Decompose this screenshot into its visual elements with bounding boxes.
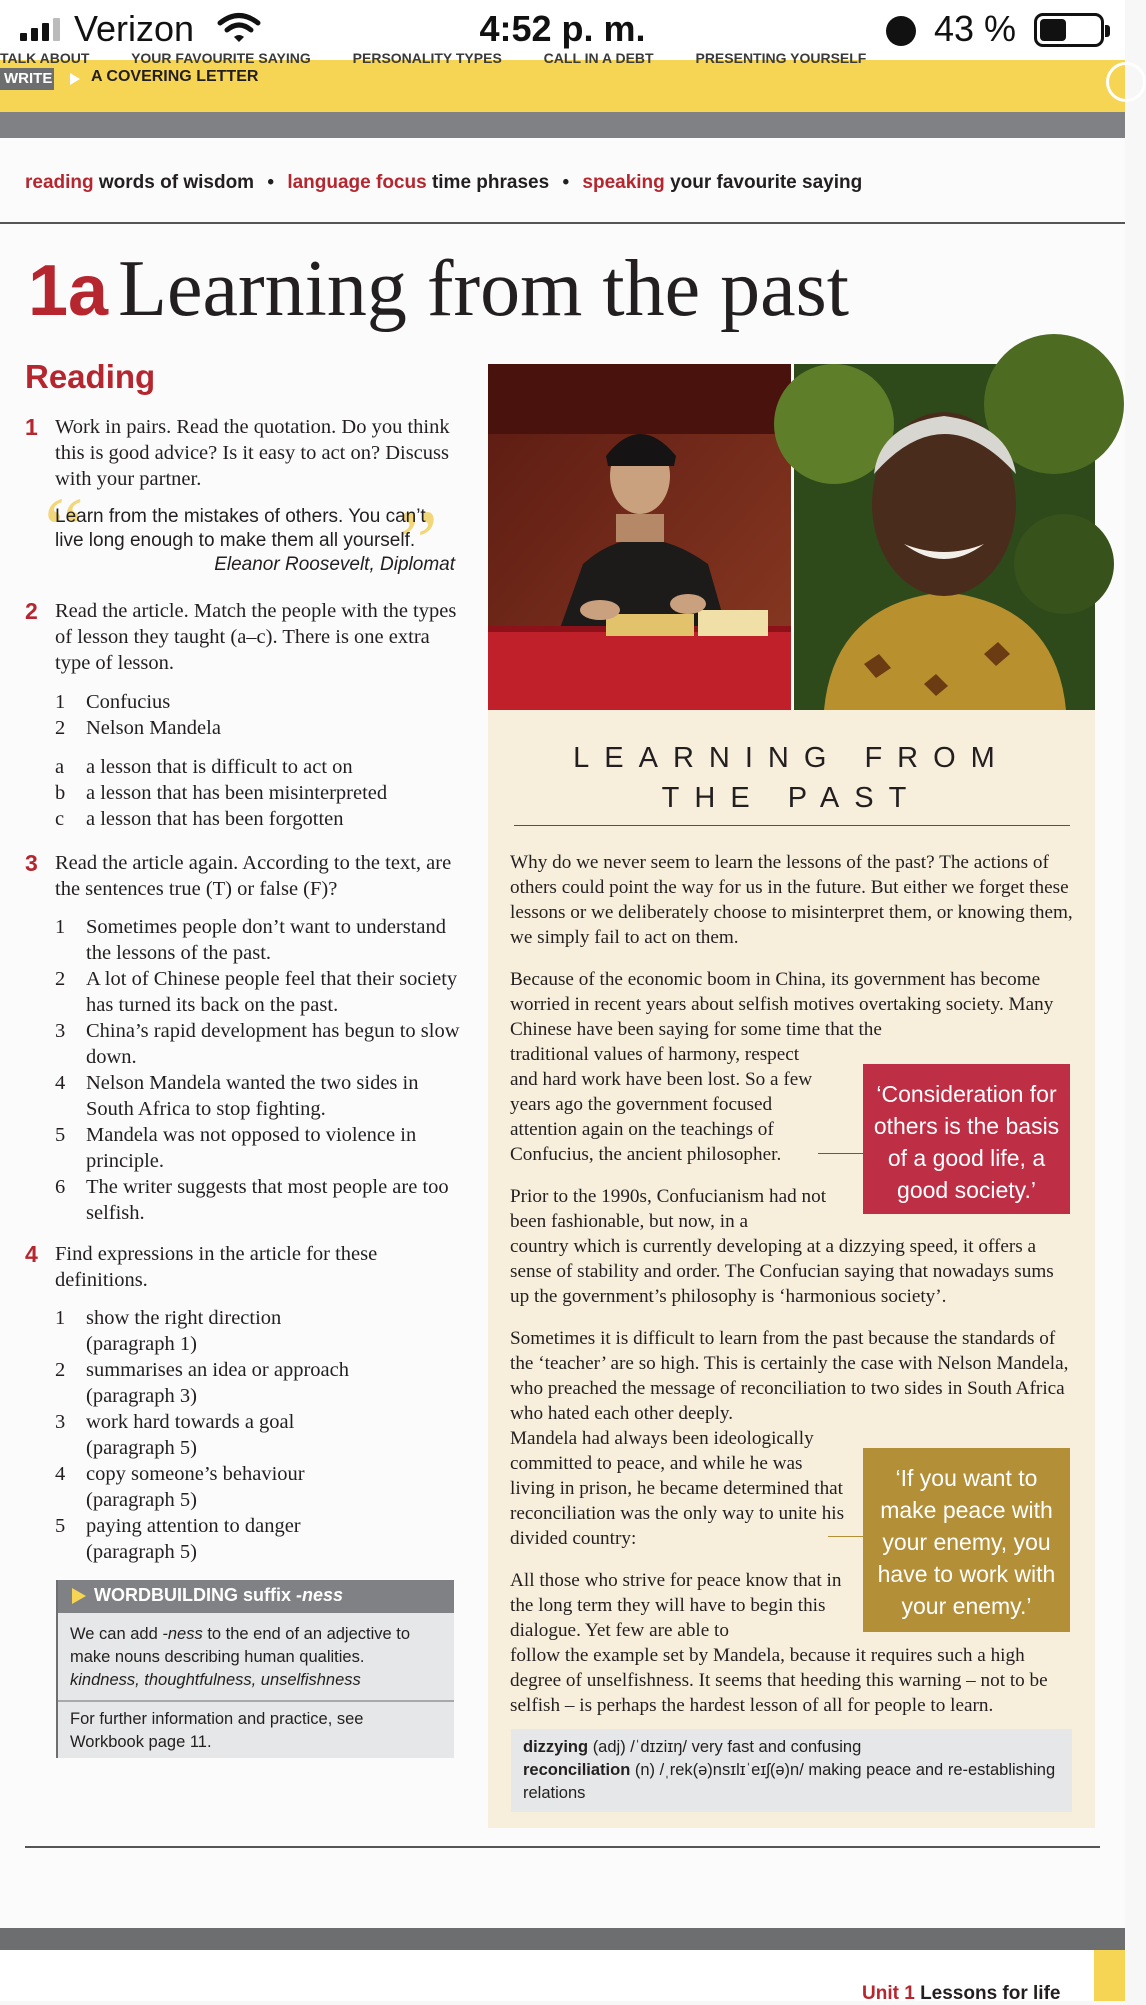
list-item: 1 Sometimes people don’t want to understand the lessons of the past. — [55, 916, 447, 964]
play-arrow-icon — [72, 1588, 86, 1604]
nav-tab[interactable]: PRESENTING YOURSELF — [695, 50, 867, 66]
quotation-text: Learn from the mistakes of others. You can’t live long enough to make them all yourself. — [55, 506, 426, 551]
topic-reading: words of wisdom — [98, 172, 255, 193]
list-item: 3 China’s rapid development has begun to slow down. — [55, 1020, 460, 1068]
exercise-3-instructions: Read the article again. According to the text, are the sentences true (T) or false (F)? — [55, 852, 452, 900]
article-paragraph-5: All those who strive for peace know that in the long term they will have to begin this dialogue. Yet few are able to — [510, 1570, 842, 1641]
clock-time: 4:52 p. m. — [479, 8, 646, 49]
pullquote-connector — [828, 1536, 864, 1537]
carrier-name: Verizon — [74, 8, 195, 49]
nav-tab[interactable]: YOUR FAVOURITE SAYING — [131, 50, 311, 66]
pullquote-make-peace: ‘If you want to make peace with your enemy, you have to work with your enemy.’ — [863, 1448, 1070, 1632]
list-item: 5 paying attention to danger (paragraph 5) — [55, 1515, 301, 1563]
battery-icon — [1034, 13, 1104, 47]
topic-speaking: your favourite saying — [670, 172, 863, 193]
wordbuilding-header: WORDBUILDING suffix -ness — [58, 1580, 454, 1613]
list-item: 2 Nelson Mandela — [55, 717, 221, 739]
list-item: 4 copy someone’s behaviour (paragraph 5) — [55, 1463, 305, 1511]
article-paragraph-4-cont: Mandela had always been ideologically committed to peace, and while he was living in prison, he became determined that reconciliation was the only way to unite his divided country: — [510, 1428, 845, 1549]
pullquote-connector — [818, 1153, 864, 1154]
list-item: 2 summarises an idea or approach (paragraph 3) — [55, 1359, 349, 1407]
topics-divider — [0, 222, 1125, 224]
definitions-list — [55, 1305, 460, 1565]
lesson-types-list — [55, 754, 465, 832]
nav-tab[interactable]: PERSONALITY TYPES — [352, 50, 502, 66]
write-tag[interactable]: WRITE — [0, 68, 54, 90]
topic-language: time phrases — [431, 172, 550, 193]
page-break-band — [0, 1928, 1125, 1950]
section-heading-reading: Reading — [25, 358, 156, 395]
page-bottom-rule — [25, 1846, 1100, 1848]
glossary-entry: dizzying (adj) /ˈdɪziɪŋ/ very fast and confusing — [523, 1738, 862, 1756]
lesson-title-text: Learning from the past — [118, 245, 849, 333]
open-quote-mark: “ — [44, 480, 84, 579]
list-item: c a lesson that has been forgotten — [55, 808, 344, 830]
corner-circle-icon — [1106, 62, 1146, 102]
unit-footer: Unit 1 Lessons for life — [862, 1983, 1061, 2004]
close-quote-mark: ” — [398, 493, 438, 592]
list-item: 5 Mandela was not opposed to violence in principle. — [55, 1124, 417, 1172]
quotation-author: Eleanor Roosevelt, Diplomat — [214, 554, 455, 575]
exercise-number: 4 — [25, 1241, 38, 1267]
topic-label-speaking: speaking — [582, 172, 665, 193]
article-title-rule — [514, 825, 1070, 826]
article-paragraph-2: Because of the economic boom in China, its government has become worried in recent years about selfish motives overtaking society. Many Chinese have been saying for some time that the — [510, 969, 1054, 1040]
people-list — [55, 689, 465, 741]
nav-tab[interactable]: CALL IN A DEBT — [543, 50, 654, 66]
exercise-1-instructions: Work in pairs. Read the quotation. Do you think this is good advice? Is it easy to act on? Discuss with your partner. — [55, 416, 450, 490]
lesson-title — [28, 244, 849, 335]
article-paragraph-3-cont: country which is currently developing at a dizzying speed, it offers a sense of stability and order. The Confucian saying that nowadays sums up the government’s philosophy is ‘harmonious society’. — [510, 1236, 1054, 1307]
play-arrow-icon — [70, 73, 80, 85]
article-paragraph-2-cont: traditional values of harmony, respect and hard work have been lost. So a few years ago the government focused attention again on the teachings of Confucius, the ancient philosopher. — [510, 1044, 813, 1165]
nelson-mandela-photo — [794, 364, 1095, 710]
pullquote-consideration: ‘Consideration for others is the basis of a good life, a good society.’ — [863, 1064, 1070, 1214]
list-item: a a lesson that is difficult to act on — [55, 756, 353, 778]
lesson-number: 1a — [28, 251, 109, 331]
wordbuilding-examples: kindness, thoughtfulness, unselfishness — [70, 1671, 361, 1689]
list-item: 6 The writer suggests that most people are too selfish. — [55, 1176, 449, 1224]
topic-separator: • — [562, 172, 570, 193]
article-paragraph-4: Sometimes it is difficult to learn from the past because the standards of the ‘teacher’ are so high. This is certainly the case with Nelson Mandela, who preached the message of reconciliation to two sides in South Africa who hated each other deeply. — [510, 1328, 1069, 1424]
list-item: 2 A lot of Chinese people feel that their society has turned its back on the past. — [55, 968, 458, 1016]
nav-tab[interactable]: TALK ABOUT — [0, 50, 90, 66]
exercise-number: 2 — [25, 598, 38, 624]
footer-tab — [1094, 1950, 1125, 2001]
article-paragraph-3: Prior to the 1990s, Confucianism had not been fashionable, but now, in a — [510, 1186, 827, 1232]
list-item: 3 work hard towards a goal (paragraph 5) — [55, 1411, 295, 1459]
exercise-4-instructions: Find expressions in the article for these definitions. — [55, 1243, 378, 1291]
nav-tabs-clipped[interactable] — [0, 50, 904, 66]
true-false-list — [55, 914, 460, 1226]
exercise-number: 3 — [25, 850, 38, 876]
glossary-entry: reconciliation (n) /ˌrek(ə)nsɪlɪˈeɪʃ(ə)n/ making peace and re-establishing relations — [523, 1761, 1056, 1802]
unit-navigation-band — [0, 50, 1125, 112]
alarm-clock-icon — [886, 16, 916, 46]
nav-current-item[interactable]: A COVERING LETTER — [91, 68, 259, 85]
wordbuilding-box — [56, 1580, 454, 1758]
list-item: b a lesson that has been misinterpreted — [55, 782, 388, 804]
topic-label-language: language focus — [287, 172, 427, 193]
list-item: 1 Confucius — [55, 691, 171, 713]
exercise-2-instructions: Read the article. Match the people with the types of lesson they taught (a–c). There is one extra type of lesson. — [55, 600, 457, 674]
glossary-box — [511, 1729, 1072, 1812]
lesson-topics-bar — [25, 172, 862, 194]
confucius-scholar-photo — [488, 364, 791, 710]
topic-separator: • — [267, 172, 275, 193]
exercise-number: 1 — [25, 414, 38, 440]
nav-divider-band — [0, 112, 1125, 138]
wordbuilding-body: We can add -ness to the end of an adjective to make nouns describing human qualities. kindness, thoughtfulness, unselfishness — [70, 1625, 411, 1689]
quotation — [55, 505, 455, 577]
battery-percent: 43 % — [934, 8, 1017, 49]
topic-label-reading: reading — [25, 172, 94, 193]
article-paragraph-5-cont: follow the example set by Mandela, because it requires such a high degree of unselfishness. It seems that heeding this warning – not to be selfish – is perhaps the hardest lesson of all for people to learn. — [510, 1645, 1048, 1716]
list-item: 4 Nelson Mandela wanted the two sides in South Africa to stop fighting. — [55, 1072, 419, 1120]
article-paragraph-1: Why do we never seem to learn the lessons of the past? The actions of others could point the way for us in the future. But either we forget these lessons or we deliberately choose to misinterpret them, or knowing them, we simply fail to act on them. — [510, 852, 1073, 948]
list-item: 1 show the right direction (paragraph 1) — [55, 1307, 282, 1355]
workbook-reference: For further information and practice, see Workbook page 11. — [70, 1710, 364, 1751]
article-title: LEARNING FROM THE PAST — [573, 742, 1010, 814]
